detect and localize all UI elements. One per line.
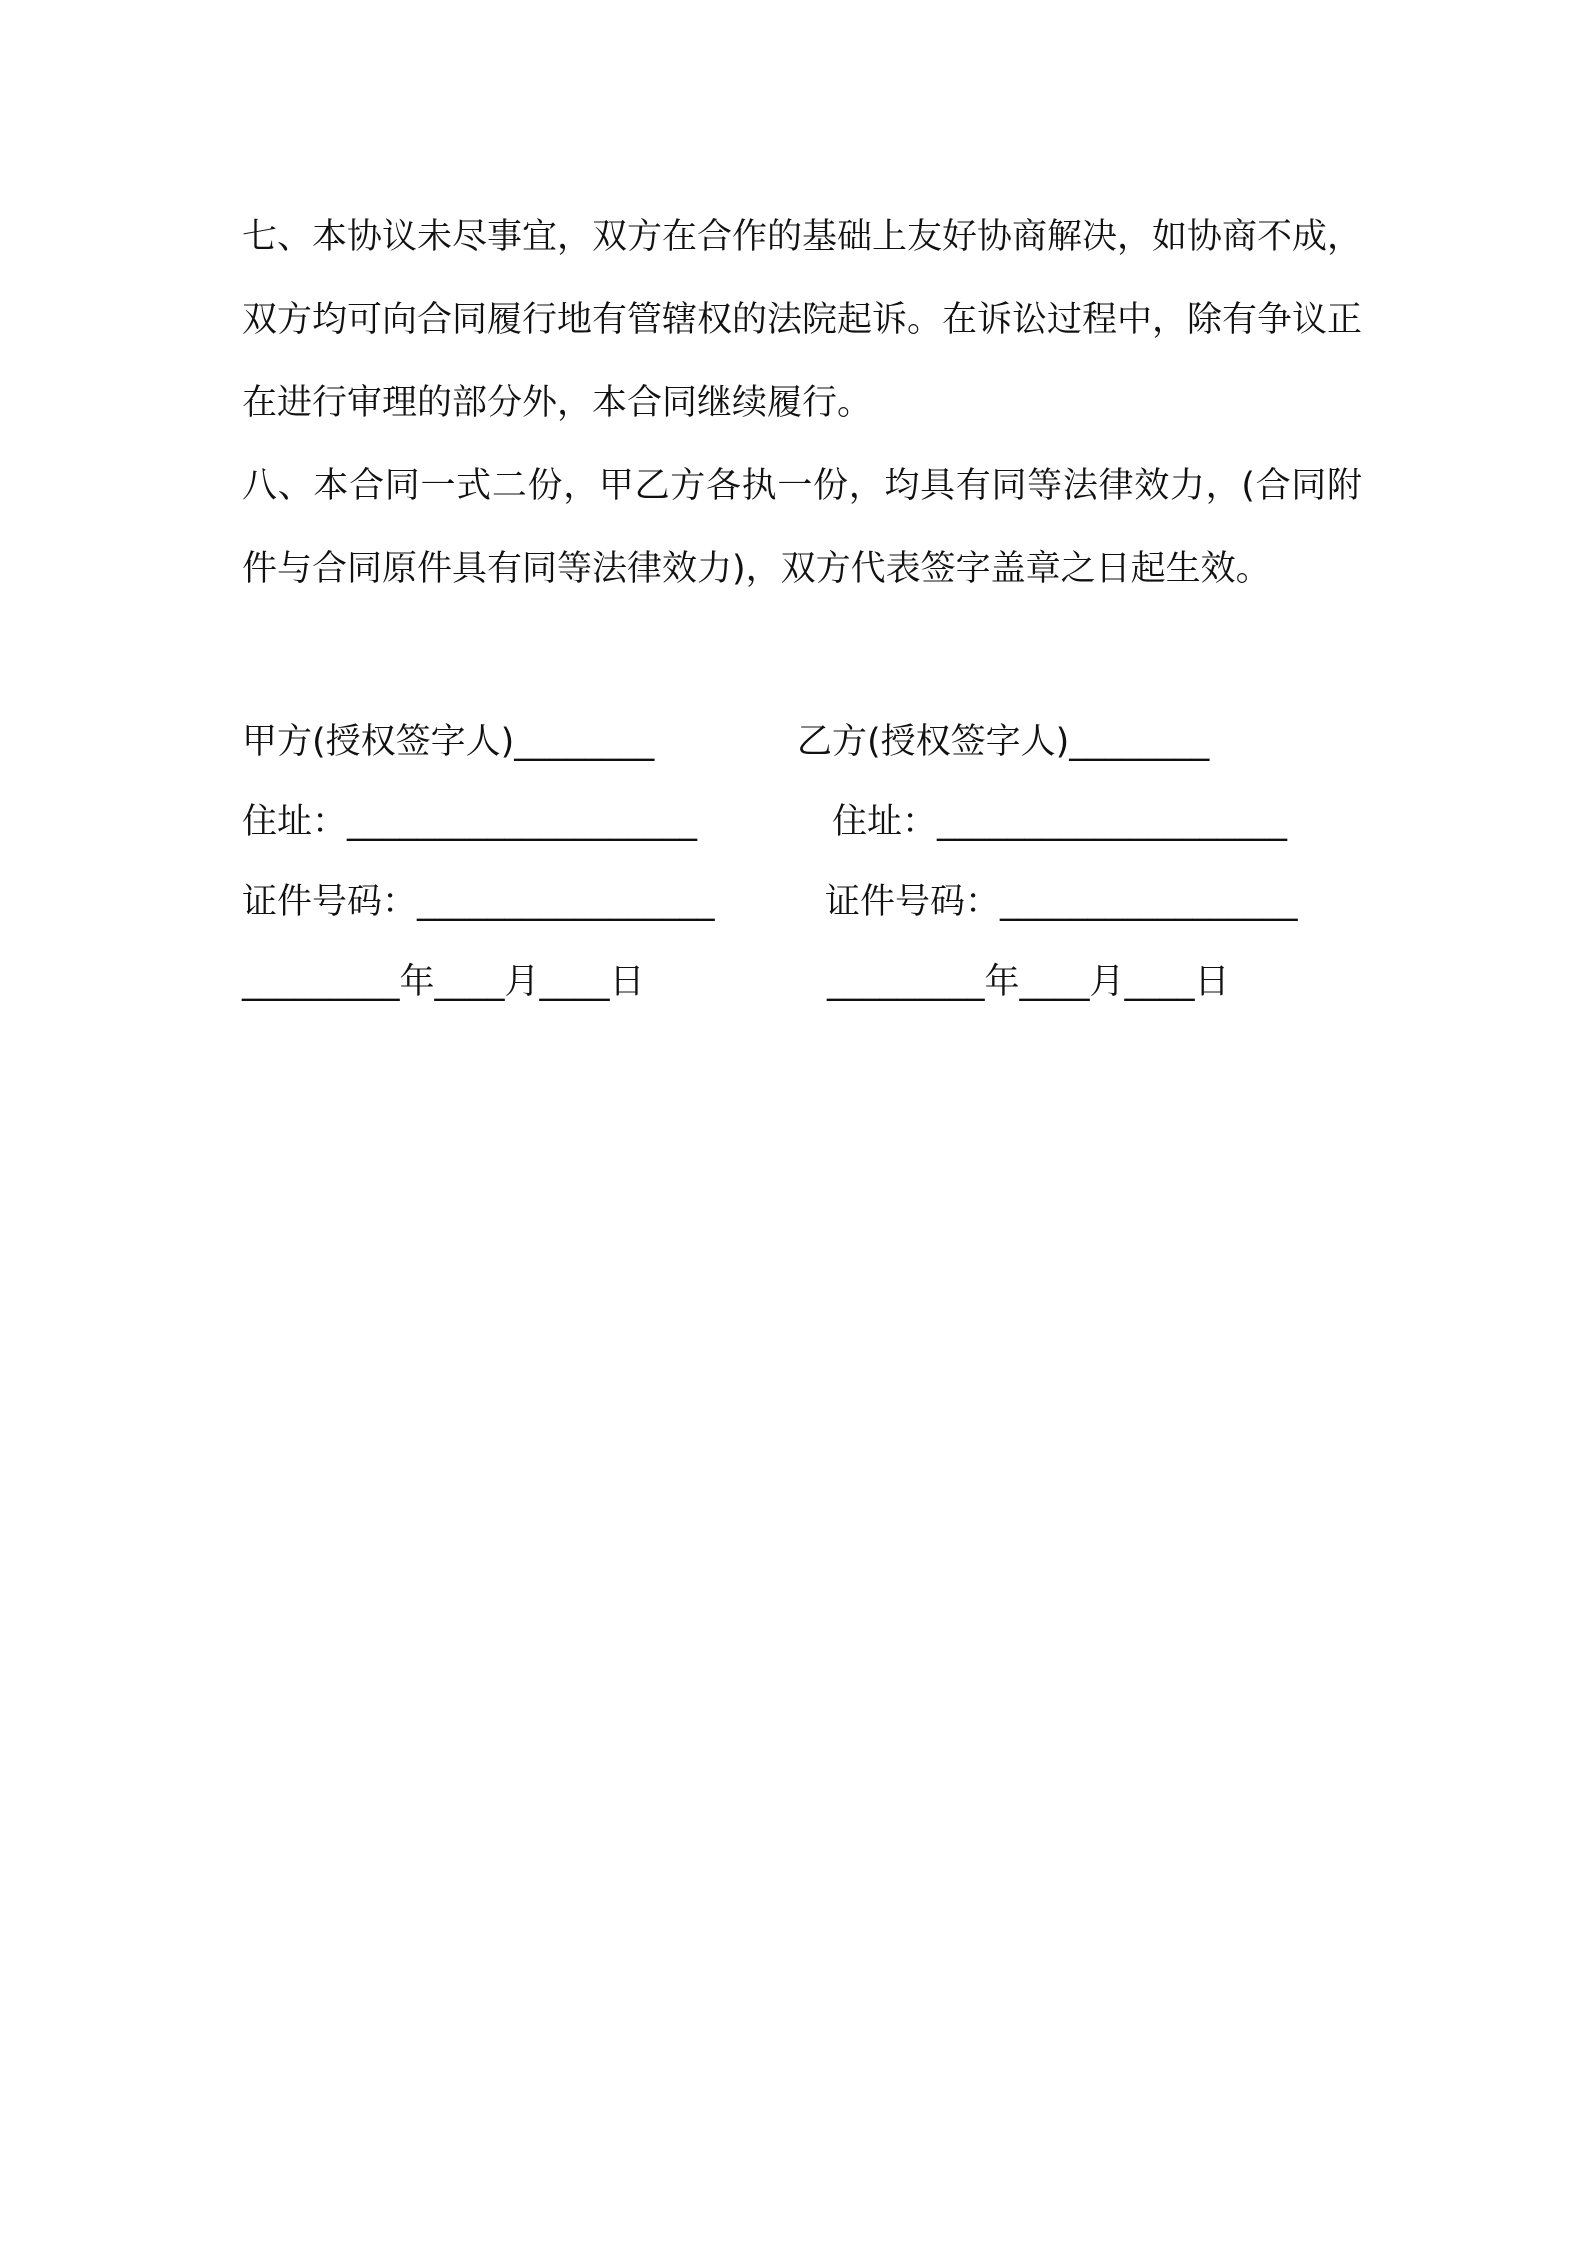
party-b-date: _________年____月____日 [827,962,1230,1002]
clause-seven: 七、本协议未尽事宜，双方在合作的基础上友好协商解决，如协商不成，双方均可向合同履行地有管辖权的法院起诉。在诉讼过程中，除有争议正在进行审理的部分外，本合同继续履行。 [242,217,1363,423]
party-b-signer: 乙方(授权签字人)________ [797,722,1210,762]
address-row [242,782,1362,862]
contract-body [242,196,1362,611]
party-b-id-number: 证件号码：_________________ [825,882,1298,922]
id-number-row [242,862,1362,942]
signer-row [242,702,1362,782]
party-b-address: 住址：____________________ [832,802,1288,842]
clause-eight: 八、本合同一式二份，甲乙方各执一份，均具有同等法律效力，(合同附件与合同原件具有同等法律效力)，双方代表签字盖章之日起生效。 [242,466,1362,589]
party-a-date: _________年____月____日 [242,962,645,1002]
party-a-id-number: 证件号码：_________________ [242,882,715,922]
party-a-address: 住址：____________________ [242,802,698,842]
date-row [242,942,1362,1022]
party-a-signer: 甲方(授权签字人)________ [242,722,655,762]
signature-block [242,702,1362,1022]
